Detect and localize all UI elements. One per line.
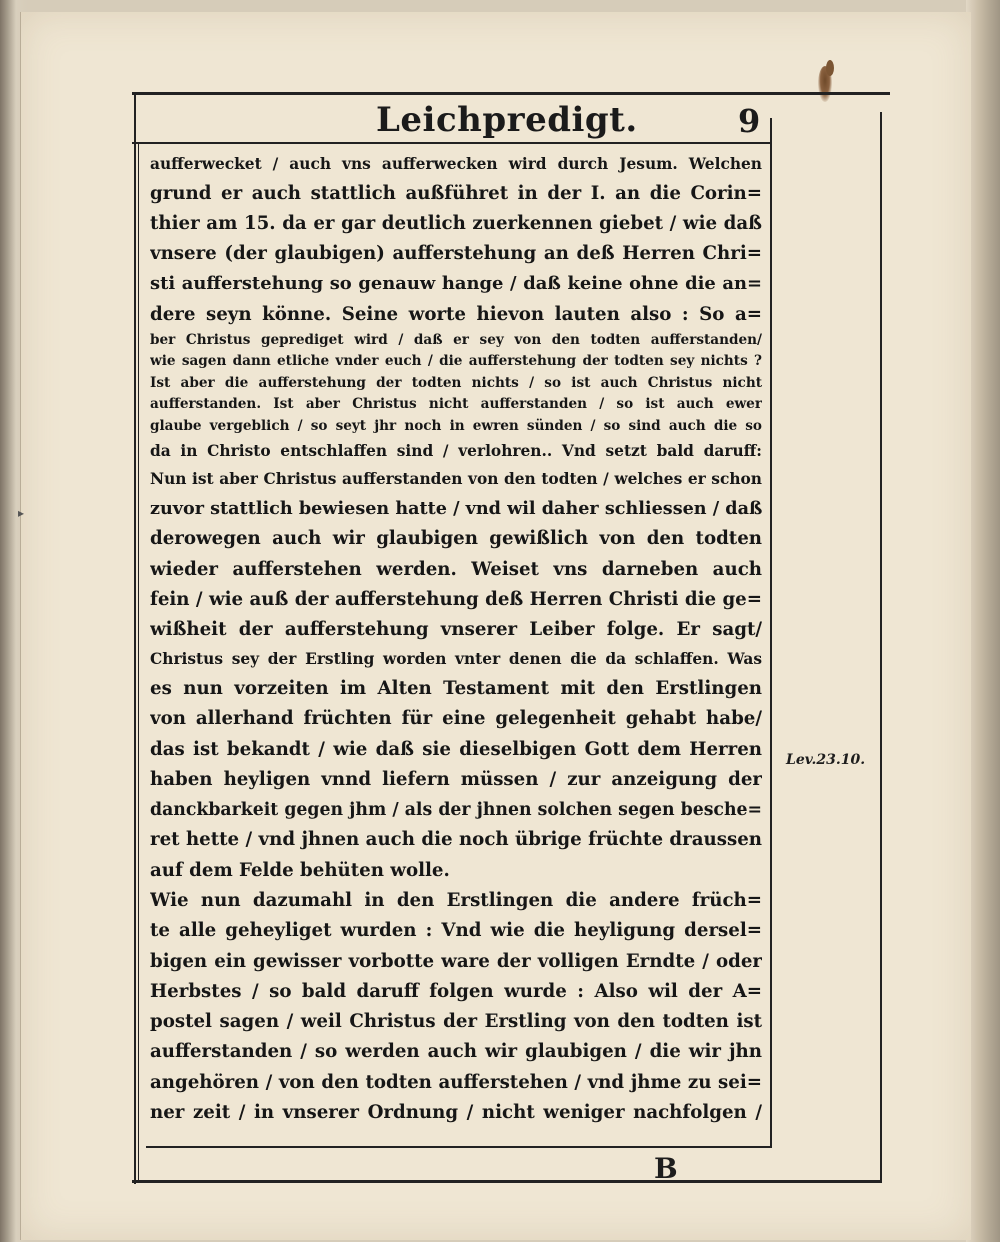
text-line: aufferstanden / so werden auch wir glaubigen / die wir jhn	[150, 1041, 762, 1063]
margin-mark: ▸	[18, 506, 25, 520]
text-line: postel sagen / weil Christus der Erstling von den todten ist	[150, 1011, 762, 1033]
top-rule	[132, 92, 890, 95]
text-line: Wie nun dazumahl in den Erstlingen die andere früch=	[150, 890, 762, 911]
text-line: sti aufferstehung so genauw hange / daß keine ohne die an=	[150, 273, 762, 295]
ink-stain-top	[826, 60, 834, 76]
text-line: wißheit der aufferstehung vnserer Leiber folge. Er sagt/	[150, 619, 762, 641]
running-head-title: Leichpredigt.	[376, 100, 638, 140]
text-line: grund er auch stattlich außführet in der I. an die Corin=	[150, 182, 762, 204]
margin-note-scripture-ref: Lev.23.10.	[786, 752, 866, 768]
text-line: da in Christo entschlaffen sind / verlohren.. Vnd setzt bald daruff:	[150, 441, 762, 460]
text-line: angehören / von den todten aufferstehen / vnd jhme zu sei=	[150, 1071, 762, 1093]
text-line: auf dem Felde behüten wolle.	[150, 859, 450, 881]
text-line: Christus sey der Erstling worden vnter denen die da schlaffen. Was	[150, 650, 762, 669]
outer-right-rule	[880, 112, 882, 1182]
text-line: es nun vorzeiten im Alten Testament mit den Erstlingen	[150, 677, 762, 699]
text-line: bigen ein gewisser vorbotte ware der volligen Erndte / oder	[150, 950, 762, 972]
bottom-rule-inner	[146, 1146, 772, 1148]
text-line: glaube vergeblich / so seyt jhr noch in ewren sünden / so sind auch die so	[150, 417, 762, 434]
text-line: ner zeit / in vnserer Ordnung / nicht weniger nachfolgen /	[150, 1102, 762, 1124]
left-frame-rule-outer	[138, 142, 139, 1182]
text-line: ret hette / vnd jhnen auch die noch übrige früchte draussen	[150, 829, 762, 851]
text-line: aufferstanden. Ist aber Christus nicht aufferstanden / so ist auch ewer	[150, 396, 762, 413]
text-line: zuvor stattlich bewiesen hatte / vnd wil daher schliessen / daß	[150, 497, 762, 519]
text-line: wieder aufferstehen werden. Weiset vns darneben auch	[150, 558, 762, 580]
text-line: Herbstes / so bald daruff folgen wurde : Also wil der A=	[150, 980, 762, 1002]
page-number: 9	[738, 102, 761, 140]
text-line: danckbarkeit gegen jhm / als der jhnen solchen segen besche=	[150, 800, 762, 821]
text-line: fein / wie auß der aufferstehung deß Herren Christi die ge=	[150, 588, 762, 610]
text-line: das ist bekandt / wie daß sie dieselbigen Gott dem Herren	[150, 738, 762, 760]
left-frame-rule	[134, 92, 136, 1184]
text-line: haben heyligen vnnd liefern müssen / zur anzeigung der	[150, 768, 762, 790]
text-line: derowegen auch wir glaubigen gewißlich von den todten	[150, 528, 762, 550]
text-line: thier am 15. da er gar deutlich zuerkennen giebet / wie daß	[150, 212, 762, 234]
catchword-signature: B	[654, 1152, 678, 1185]
text-line: vnsere (der glaubigen) aufferstehung an deß Herren Chri=	[150, 243, 762, 265]
text-right-rule	[770, 118, 772, 1148]
text-line: Ist aber die aufferstehung der todten nichts / so ist auch Christus nicht	[150, 374, 762, 391]
main-text-block	[150, 150, 762, 1128]
text-line: dere seyn könne. Seine worte hievon lauten also : So a=	[150, 303, 762, 325]
text-line: te alle geheyliget wurden : Vnd wie die heyligung dersel=	[150, 920, 762, 942]
bottom-rule-outer	[132, 1180, 882, 1183]
text-line: von allerhand früchten für eine gelegenheit gehabt habe/	[150, 708, 762, 730]
page-stack-edge	[966, 0, 1000, 1242]
text-line: Nun ist aber Christus aufferstanden von den todten / welches er schon	[150, 470, 762, 489]
text-line: wie sagen dann etliche vnder euch / die aufferstehung der todten sey nichts ?	[150, 353, 762, 370]
text-line: aufferwecket / auch vns aufferwecken wird durch Jesum. Welchen	[150, 155, 762, 173]
text-line: ber Christus geprediget wird / daß er sey von den todten aufferstanden/	[150, 331, 762, 348]
header-underline	[132, 142, 772, 144]
